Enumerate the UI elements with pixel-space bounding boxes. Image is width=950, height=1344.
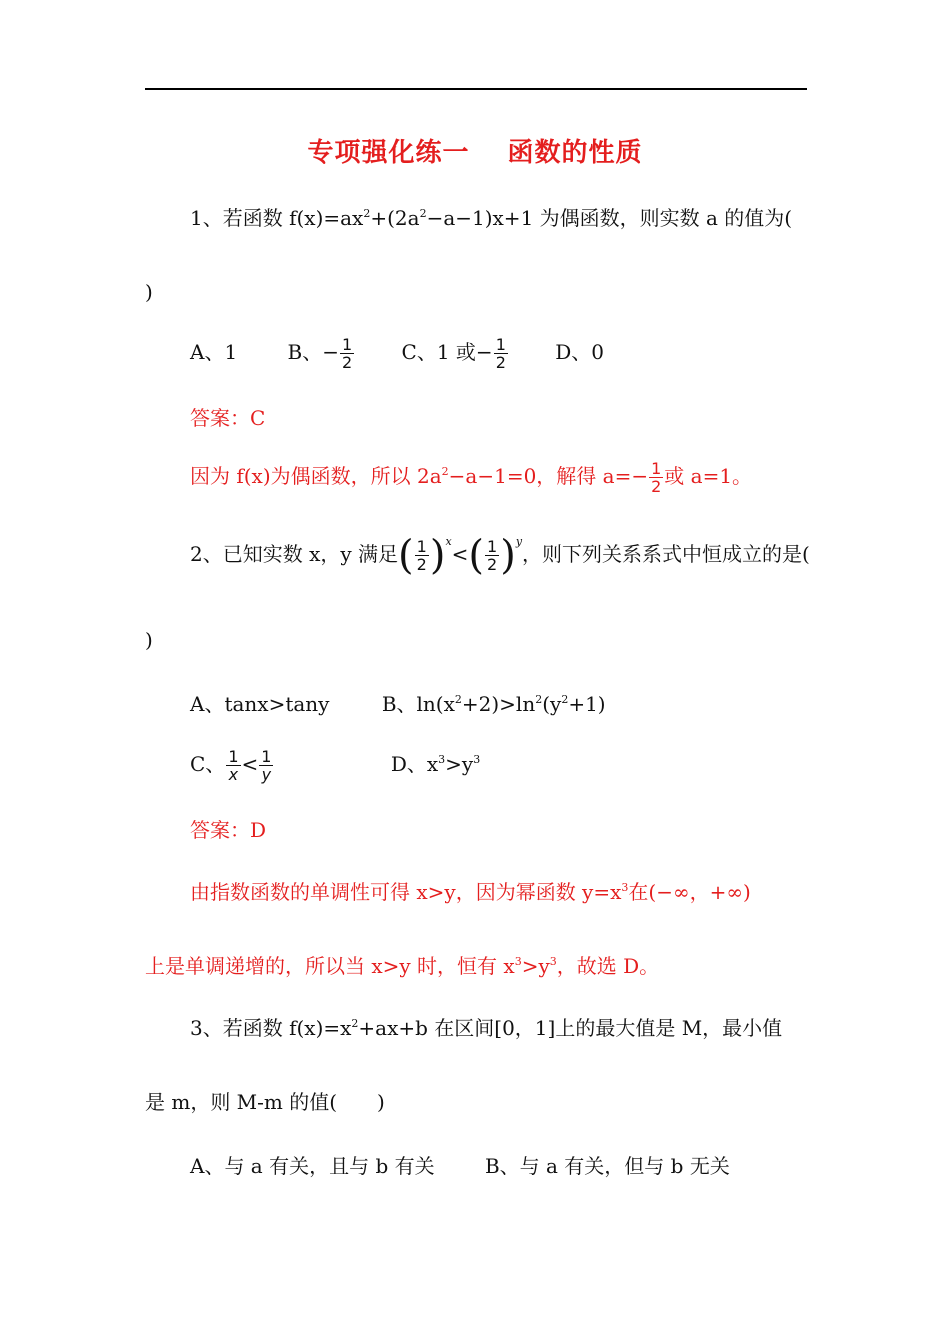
question-2-options-row1 [190,688,606,720]
option-d: D、0 [555,340,605,364]
question-2-stem: 2、已知实数 x，y 满足( $\frac{1}{2}$ )$^x$<( $\frac{1}{2}$ )$^y$，则下列关系系式中恒成立的是( [190,532,810,579]
explanation-2-line2: 上是单调递增的，所以当 x>y 时，恒有 $x^3>y^3$，故选 D。 [145,954,660,978]
question-1-options [190,336,604,371]
option-b: B、与 a 有关，但与 b 无关 [484,1154,730,1178]
option-b: B、− $\frac{1}{2}$ [287,335,353,372]
option-d: D、$x^3>y^3$ [390,752,481,776]
option-a: A、1 [190,340,238,364]
question-1-stem: 1、若函数 $f(x)=ax^2+(2a^2-a-1)x+1$ 为偶函数，则实数 a 的值为( [190,206,793,230]
fraction: $\frac{1}{x}$ [228,747,239,784]
question-3-stem: 3、若函数 $f(x)=x^2+ax+b$ 在区间[0，1]上的最大值是 M，最小值 [190,1016,783,1040]
question-2-close: ) [145,628,153,652]
fraction: $\frac{1}{2}$ [342,335,353,372]
page-title: 专项强化练一 函数的性质 [307,138,643,168]
explanation-1: 因为 f(x)为偶函数，所以 $2a^2-a-1=0$，解得 a=− $\frac{1}{2}$ 或 a=1。 [190,459,753,496]
fraction: $\frac{1}{y}$ [261,747,272,784]
question-2-options-row2 [190,748,480,783]
fraction: $\frac{1}{2}$ [487,537,498,574]
header-rule [145,88,807,90]
question-3-options [190,1150,730,1182]
question-1-close: ) [145,280,153,304]
option-a: A、tanx>tany [190,692,330,716]
fraction: $\frac{1}{2}$ [416,537,427,574]
option-c: C、 $\frac{1}{x}$ < $\frac{1}{y}$ [190,747,272,784]
explanation-2-line1: 由指数函数的单调性可得 x>y，因为幂函数 $y=x^3$在(−∞，+∞) [190,880,751,904]
option-a: A、与 a 有关，且与 b 有关 [190,1154,435,1178]
option-c: C、1 或− $\frac{1}{2}$ [401,335,506,372]
answer-2: 答案：D [190,818,267,842]
question-3-stem-cont: 是 m，则 M-m 的值( ) [145,1090,385,1114]
fraction: $\frac{1}{2}$ [495,335,506,372]
answer-1: 答案：C [190,406,266,430]
fraction: $\frac{1}{2}$ [651,459,662,496]
option-b: B、$\ln(x^2+2)>\ln^2(y^2+1)$ [381,692,606,716]
